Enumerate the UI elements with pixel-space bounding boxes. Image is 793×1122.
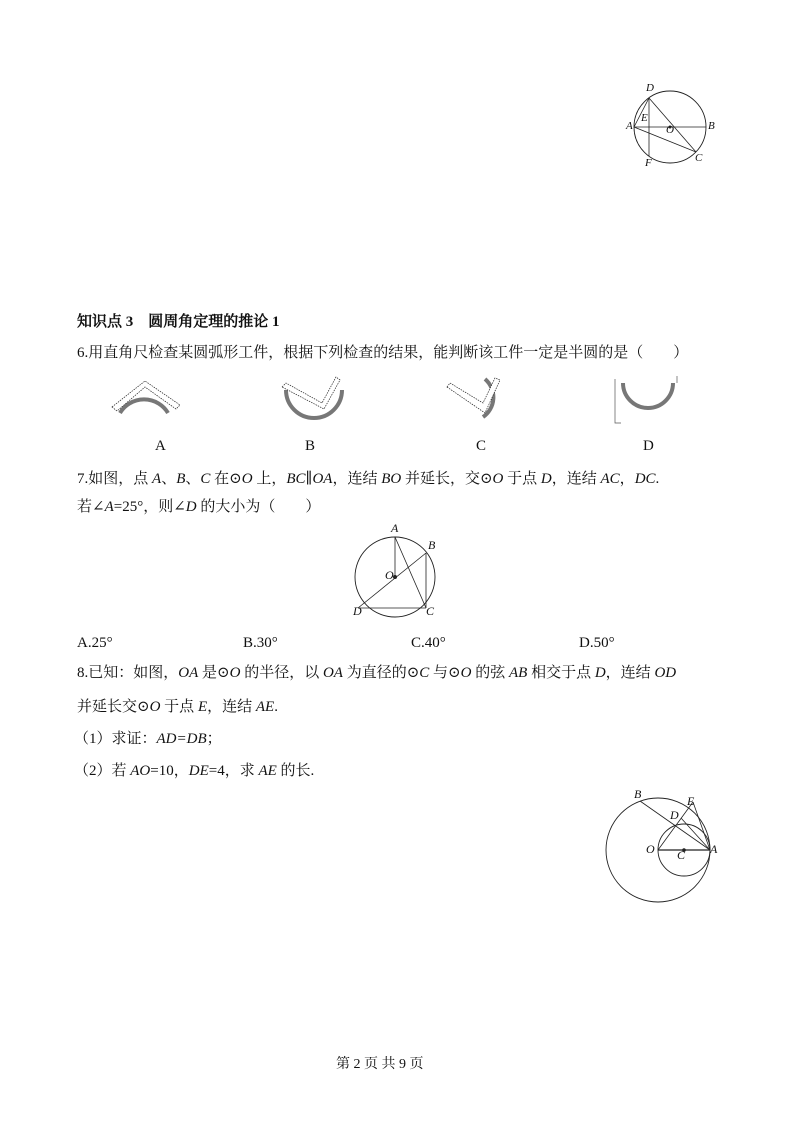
q8-text: =10， bbox=[150, 763, 189, 779]
question-8-line-1 bbox=[77, 663, 676, 683]
q7-text: ， bbox=[619, 471, 635, 487]
q7-text: 、 bbox=[185, 471, 201, 487]
q6-figure-b bbox=[280, 375, 350, 425]
q8-text: ； bbox=[206, 731, 222, 747]
fig-label-d: D bbox=[646, 82, 654, 94]
q8-text: （2）若 bbox=[74, 763, 131, 779]
q8-fig-label-o: O bbox=[646, 842, 655, 856]
q8-fig-label-b: B bbox=[634, 787, 642, 801]
section-title: 知识点 3 圆周角定理的推论 1 bbox=[77, 314, 280, 330]
question-8-part-1 bbox=[74, 729, 222, 749]
q7-text: ，连结 bbox=[332, 471, 382, 487]
q8-text: 为直径的⊙ bbox=[342, 665, 420, 681]
q7-var: O bbox=[492, 471, 504, 487]
q6-figure-d bbox=[613, 375, 683, 425]
q8-var: O bbox=[149, 699, 161, 715]
q8-var: O bbox=[460, 665, 472, 681]
q8-var: OA bbox=[178, 665, 199, 681]
q8-text: 于点 bbox=[160, 699, 198, 715]
q7-text: ，连结 bbox=[551, 471, 601, 487]
q8-var: AD=DB bbox=[156, 731, 207, 747]
q7-text: 、 bbox=[161, 471, 177, 487]
q7-text: 在⊙ bbox=[210, 471, 242, 487]
q8-var: OA bbox=[322, 665, 343, 681]
q8-fig-label-c: C bbox=[677, 848, 686, 862]
q7-var: B bbox=[176, 471, 186, 487]
q8-fig-label-d: D bbox=[670, 808, 679, 822]
q7-text: . bbox=[655, 471, 660, 487]
q7-fig-label-o: O bbox=[385, 568, 394, 582]
q7-text: 7.如图，点 bbox=[77, 471, 153, 487]
q8-text: 与⊙ bbox=[429, 665, 461, 681]
q8-fig-label-e: E bbox=[687, 794, 695, 808]
q6-option-c: C bbox=[476, 438, 487, 454]
q7-var: O bbox=[241, 471, 253, 487]
q8-fig-label-a: A bbox=[710, 842, 718, 856]
q7-option-a: A.25° bbox=[77, 635, 113, 651]
q7-var: BC∥OA bbox=[286, 471, 333, 487]
q7-var: DC bbox=[634, 471, 656, 487]
q8-text: 的半径，以 bbox=[240, 665, 323, 681]
fig-label-a: A bbox=[626, 120, 633, 132]
q8-text: =4，求 bbox=[208, 763, 259, 779]
q7-text: 上， bbox=[252, 471, 287, 487]
q7-text: 并延长，交⊙ bbox=[401, 471, 493, 487]
q8-text: 8.已知：如图， bbox=[77, 665, 179, 681]
q7-var: C bbox=[200, 471, 211, 487]
fig-label-e: E bbox=[641, 112, 648, 124]
q7-option-d: D.50° bbox=[579, 635, 615, 651]
q7-option-c: C.40° bbox=[411, 635, 446, 651]
q8-text: 的长. bbox=[276, 763, 315, 779]
q7-text: 若∠ bbox=[77, 499, 105, 515]
q6-figure-a bbox=[100, 375, 190, 425]
fig-label-c: C bbox=[695, 152, 703, 164]
q8-text: 的弦 bbox=[471, 665, 509, 681]
question-7-line-1 bbox=[77, 469, 659, 489]
fig-label-f: F bbox=[645, 157, 652, 169]
q8-text: . bbox=[274, 699, 278, 715]
q6-option-b: B bbox=[305, 438, 316, 454]
q7-fig-label-b: B bbox=[428, 538, 436, 552]
page-footer: 第 2 页 共 9 页 bbox=[336, 1057, 424, 1072]
q8-text: （1）求证： bbox=[74, 731, 157, 747]
q7-var: D bbox=[540, 471, 552, 487]
q7-option-b: B.30° bbox=[243, 635, 278, 651]
q7-fig-label-a: A bbox=[391, 521, 399, 535]
q7-var: AC bbox=[600, 471, 620, 487]
q8-var: C bbox=[419, 665, 430, 681]
q6-option-d: D bbox=[643, 438, 654, 454]
question-8-part-2 bbox=[74, 761, 314, 781]
q6-figure-c bbox=[445, 375, 505, 425]
q7-text: 于点 bbox=[503, 471, 541, 487]
q7-text: =25°，则∠ bbox=[113, 499, 186, 515]
question-8-line-2 bbox=[77, 697, 278, 717]
q7-var: BO bbox=[381, 471, 402, 487]
q8-var: AE bbox=[258, 763, 277, 779]
q8-text: ，连结 bbox=[605, 665, 655, 681]
q8-var: O bbox=[229, 665, 241, 681]
question-6-text: 6.用直角尺检查某圆弧形工件，根据下列检查的结果，能判断该工件一定是半圆的是（ ） bbox=[77, 345, 689, 361]
fig-label-o: O bbox=[666, 124, 674, 136]
q8-text: ，连结 bbox=[207, 699, 256, 715]
q8-var: AE bbox=[255, 699, 275, 715]
q6-option-a: A bbox=[155, 438, 166, 454]
q8-var: AB bbox=[508, 665, 528, 681]
q8-var: OD bbox=[654, 665, 677, 681]
q8-var: DE bbox=[188, 763, 209, 779]
q7-fig-label-d: D bbox=[353, 604, 362, 618]
q7-var: A bbox=[104, 499, 114, 515]
question-7-line-2 bbox=[77, 497, 320, 517]
fig-label-b: B bbox=[708, 120, 715, 132]
q8-var: D bbox=[594, 665, 606, 681]
q8-var: E bbox=[197, 699, 208, 715]
q8-text: 并延长交⊙ bbox=[77, 699, 150, 715]
q7-text: 的大小为（ ） bbox=[196, 499, 321, 515]
q7-fig-label-c: C bbox=[426, 604, 435, 618]
q7-var: D bbox=[185, 499, 197, 515]
q8-var: AO bbox=[130, 763, 151, 779]
q8-text: 相交于点 bbox=[527, 665, 595, 681]
q8-text: 是⊙ bbox=[198, 665, 230, 681]
q7-var: A bbox=[152, 471, 162, 487]
